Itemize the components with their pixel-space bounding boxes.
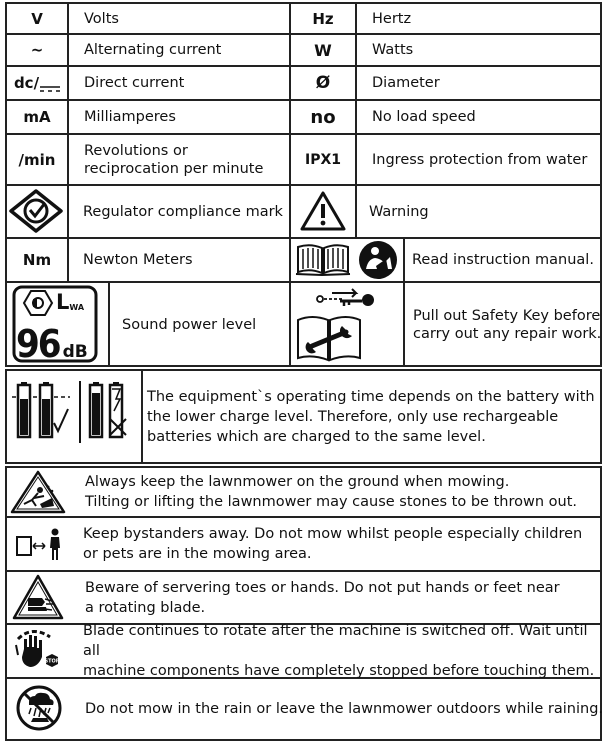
rotate-line2: machine components have completely stopped before touching them. — [83, 663, 595, 679]
lwa-subscript: WA — [69, 302, 85, 312]
warning-meaning: Warning — [369, 203, 429, 220]
ma-meaning: Milliamperes — [84, 109, 176, 125]
volts-symbol: V — [31, 9, 43, 28]
read-manual-icon — [356, 239, 400, 281]
dc-line-icon — [40, 79, 60, 87]
rcm-mark-icon — [9, 189, 63, 233]
battery-line2: the lower charge level. Therefore, only use rechargeable — [147, 408, 559, 425]
book-icon — [294, 241, 352, 277]
sound-level-unit: dB — [62, 342, 88, 362]
safetykey-line1: Pull out Safety Key before — [413, 308, 601, 324]
battery-icon — [10, 379, 138, 445]
tilting-text — [85, 468, 577, 516]
sound-lwa-label — [56, 289, 96, 315]
permin-symbol: /min — [18, 150, 56, 169]
permin-line1: Revolutions or — [84, 142, 188, 159]
diameter-symbol: Ø — [315, 73, 331, 93]
noload-meaning: No load speed — [372, 109, 476, 125]
sound-meaning: Sound power level — [122, 317, 257, 333]
hertz-symbol: Hz — [312, 9, 334, 28]
watts-meaning: Watts — [372, 42, 414, 58]
dc-meaning: Direct current — [84, 75, 185, 91]
safety-key-icon — [312, 287, 376, 309]
blade-line2: a rotating blade. — [85, 599, 206, 616]
no-rain-icon — [15, 684, 63, 732]
bystanders-line1: Keep bystanders away. Do not mow whilst people especially children — [83, 526, 583, 542]
battery-line3: batteries which are charged to the same level. — [147, 428, 486, 445]
ipx1-meaning: Ingress protection from water — [372, 151, 588, 168]
stop-rotation-icon — [12, 627, 62, 673]
ma-symbol: mA — [23, 108, 51, 126]
nm-symbol: Nm — [22, 251, 52, 269]
warning-triangle-icon — [299, 190, 347, 232]
battery-text — [147, 371, 595, 462]
sound-level-number: 96 — [16, 322, 60, 366]
watts-symbol: W — [314, 40, 332, 60]
rcm-meaning: Regulator compliance mark — [83, 203, 283, 220]
ac-meaning: Alternating current — [84, 42, 222, 58]
volts-meaning: Volts — [84, 10, 119, 27]
rain-text: Do not mow in the rain or leave the lawnmower outdoors while raining. — [85, 701, 604, 717]
blade-text — [85, 572, 560, 623]
safetykey-line2: carry out any repair work. — [413, 326, 602, 342]
sound-level-value — [16, 316, 100, 366]
nm-meaning: Newton Meters — [83, 252, 193, 268]
tilting-line2: Tilting or lifting the lawnmower may cause stones to be thrown out. — [85, 494, 577, 510]
blade-line1: Beware of servering toes or hands. Do not put hands or feet near — [85, 579, 560, 596]
wrench-manual-icon — [294, 310, 364, 362]
hertz-meaning: Hertz — [372, 10, 412, 27]
dc-symbol — [7, 67, 67, 99]
dc-symbol-text: dc/ — [13, 74, 40, 92]
manual-meaning: Read instruction manual. — [412, 252, 594, 268]
bystanders-text — [83, 518, 582, 570]
svg-text:STOP: STOP — [44, 658, 60, 665]
safetykey-meaning — [413, 283, 601, 367]
lwa-letter: L — [56, 290, 70, 314]
bystander-icon — [15, 527, 65, 561]
ipx1-symbol: IPX1 — [304, 151, 341, 168]
blade-warning-icon — [12, 574, 64, 620]
tilt-warning-icon — [10, 470, 66, 514]
noload-symbol: no — [310, 106, 336, 128]
rotate-line1: Blade continues to rotate after the machine is switched off. Wait until all — [83, 623, 588, 659]
battery-line1: The equipment`s operating time depends on the battery with — [147, 388, 595, 405]
rotate-text — [83, 625, 608, 677]
diameter-meaning: Diameter — [372, 75, 440, 91]
permin-meaning — [84, 135, 263, 184]
permin-line2: reciprocation per minute — [84, 160, 264, 177]
ac-symbol: ~ — [30, 41, 44, 59]
tilting-line1: Always keep the lawnmower on the ground when mowing. — [85, 474, 510, 490]
bystanders-line2: or pets are in the mowing area. — [83, 546, 312, 562]
